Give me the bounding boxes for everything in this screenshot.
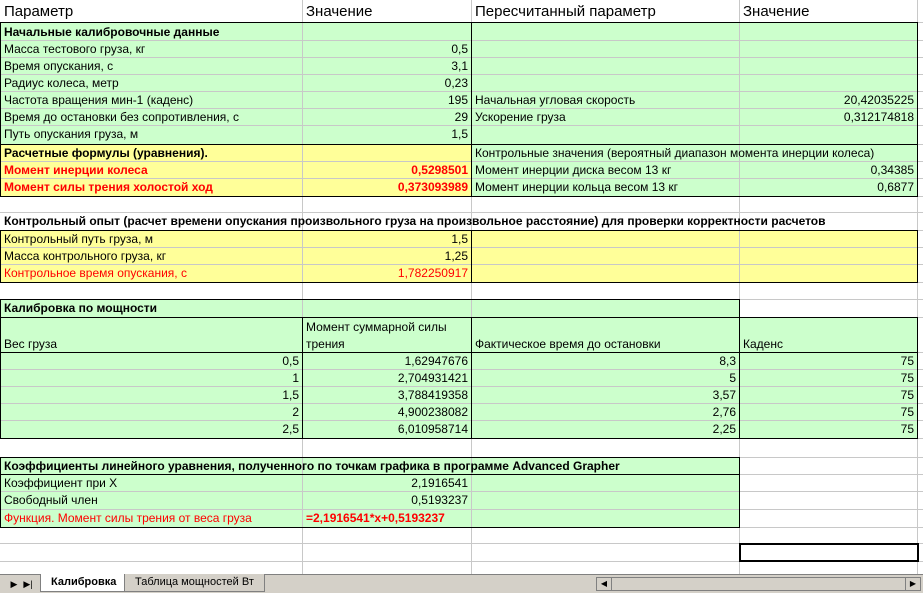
- power-title: Калибровка по мощности: [4, 301, 158, 315]
- col-time-header: Фактическое время до остановки: [475, 337, 661, 351]
- coef-free-label: Свободный член: [4, 493, 98, 507]
- moment-cell[interactable]: 1,62947676: [404, 354, 468, 368]
- formulas-title: Расчетные формулы (уравнения).: [4, 146, 208, 160]
- time-cell[interactable]: 2,25: [712, 422, 736, 436]
- cadence-cell[interactable]: 75: [900, 388, 914, 402]
- moment-cell[interactable]: 2,704931421: [397, 371, 468, 385]
- col-moment-header-1: Момент суммарной силы: [306, 320, 447, 334]
- friction-label: Момент силы трения холостой ход: [4, 180, 213, 194]
- row-value[interactable]: 0,5: [451, 42, 468, 56]
- control-mass-value[interactable]: 1,25: [444, 249, 468, 263]
- moment-cell[interactable]: 4,900238082: [397, 405, 468, 419]
- row-value[interactable]: 195: [447, 93, 468, 107]
- row-label: Время опускания, с: [4, 59, 114, 73]
- initial-title: Начальные калибровочные данные: [4, 25, 220, 39]
- control-time-label: Контрольное время опускания, с: [4, 266, 187, 280]
- cadence-cell[interactable]: 75: [900, 354, 914, 368]
- row-label: Масса тестового груза, кг: [4, 42, 146, 56]
- row-value[interactable]: 1,5: [451, 127, 468, 141]
- moment-cell[interactable]: 3,788419358: [397, 388, 468, 402]
- control-path-label: Контрольный путь груза, м: [4, 232, 154, 246]
- weight-cell[interactable]: 1,5: [282, 388, 299, 402]
- recalc-value[interactable]: 20,42035225: [843, 93, 914, 107]
- disk-label: Момент инерции диска весом 13 кг: [475, 163, 672, 177]
- moment-cell[interactable]: 6,010958714: [397, 422, 468, 436]
- cadence-cell[interactable]: 75: [900, 371, 914, 385]
- horizontal-scrollbar[interactable]: [596, 577, 921, 591]
- time-cell[interactable]: 8,3: [719, 354, 736, 368]
- row-label: Частота вращения мин-1 (каденс): [4, 93, 194, 107]
- weight-cell[interactable]: 2,5: [282, 422, 299, 436]
- row-value[interactable]: 0,23: [444, 76, 468, 90]
- row-label: Путь опускания груза, м: [4, 127, 139, 141]
- disk-value[interactable]: 0,34385: [870, 163, 914, 177]
- func-label: Функция. Момент силы трения от веса груза: [4, 511, 252, 525]
- control-values-title: Контрольные значения (вероятный диапазон момента инерции колеса): [475, 146, 875, 160]
- scroll-right-icon[interactable]: ▶: [905, 578, 920, 590]
- next-sheet-icon[interactable]: ▶: [10, 579, 18, 589]
- coef-x-value[interactable]: 2,1916541: [411, 476, 468, 490]
- coef-free-value[interactable]: 0,5193237: [411, 493, 468, 507]
- friction-value[interactable]: 0,373093989: [397, 180, 468, 194]
- time-cell[interactable]: 5: [729, 371, 736, 385]
- weight-cell[interactable]: 0,5: [282, 354, 299, 368]
- header-recalc-value: Значение: [743, 3, 810, 20]
- weight-cell[interactable]: 1: [292, 371, 299, 385]
- tab-power-table[interactable]: Таблица мощностей Вт: [124, 574, 265, 592]
- col-cadence-header: Каденс: [743, 337, 783, 351]
- time-cell[interactable]: 2,76: [712, 405, 736, 419]
- sheet-tab-bar: [0, 574, 923, 593]
- tab-calibration[interactable]: Калибровка: [40, 574, 127, 592]
- header-param: Параметр: [4, 3, 74, 20]
- scroll-left-icon[interactable]: ◀: [597, 578, 612, 590]
- inertia-value[interactable]: 0,5298501: [411, 163, 468, 177]
- col-weight-header: Вес груза: [4, 337, 58, 351]
- header-value: Значение: [306, 3, 373, 20]
- row-label: Радиус колеса, метр: [4, 76, 119, 90]
- header-recalc-param: Пересчитанный параметр: [475, 3, 656, 20]
- row-value[interactable]: 3,1: [451, 59, 468, 73]
- func-value[interactable]: =2,1916541*x+0,5193237: [306, 511, 445, 525]
- active-cell-selection[interactable]: [739, 543, 919, 562]
- control-path-value[interactable]: 1,5: [451, 232, 468, 246]
- cadence-cell[interactable]: 75: [900, 422, 914, 436]
- coef-x-label: Коэффициент при Х: [4, 476, 118, 490]
- row-label: Время до остановки без сопротивления, с: [4, 110, 239, 124]
- row-value[interactable]: 29: [454, 110, 468, 124]
- cadence-cell[interactable]: 75: [900, 405, 914, 419]
- time-cell[interactable]: 3,57: [712, 388, 736, 402]
- last-sheet-icon[interactable]: ▶|: [23, 579, 33, 589]
- ring-value[interactable]: 0,6877: [877, 180, 914, 194]
- ring-label: Момент инерции кольца весом 13 кг: [475, 180, 679, 194]
- control-title: Контрольный опыт (расчет времени опускания произвольного груза на произвольное расстояние) для проверки корректности расчетов: [4, 214, 826, 228]
- recalc-label: Ускорение груза: [475, 110, 566, 124]
- recalc-label: Начальная угловая скорость: [475, 93, 636, 107]
- recalc-value[interactable]: 0,312174818: [843, 110, 914, 124]
- inertia-label: Момент инерции колеса: [4, 163, 148, 177]
- control-mass-label: Масса контрольного груза, кг: [4, 249, 167, 263]
- coef-title: Коэффициенты линейного уравнения, полученного по точкам графика в программе Advanced Grapher: [4, 459, 620, 473]
- control-time-value[interactable]: 1,782250917: [397, 266, 468, 280]
- weight-cell[interactable]: 2: [292, 405, 299, 419]
- col-moment-header-2: трения: [306, 337, 345, 351]
